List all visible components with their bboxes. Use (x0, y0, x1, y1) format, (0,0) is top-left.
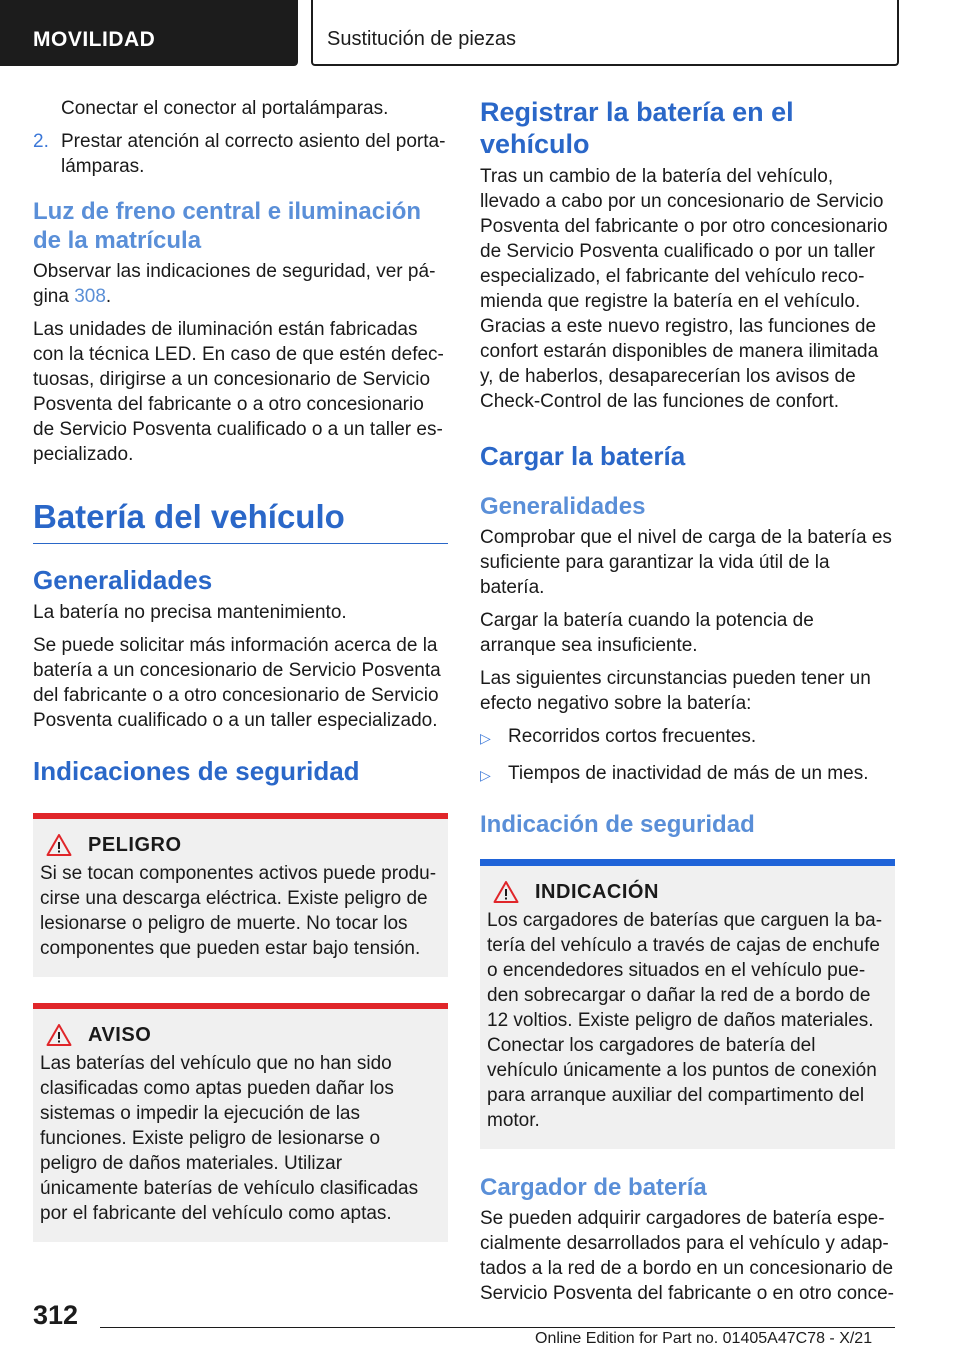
step-number: 2. (33, 131, 49, 152)
heading-luz-freno: Luz de freno central e iluminación de la matrícula (33, 198, 422, 254)
bullet-triangle-icon: ▷ (480, 767, 491, 783)
step-text: Prestar atención al correcto asiento del portalámparas. (61, 131, 446, 177)
footer-rule (100, 1327, 895, 1328)
right-column (480, 96, 895, 1314)
left-column (33, 96, 448, 1256)
paragraph-cargar-3: Las siguientes circunstancias pueden tener un efecto negativo sobre la batería: (480, 668, 871, 714)
edition-line: Online Edition for Part no. 01405A47C78 - X/21 (535, 1330, 873, 1347)
heading-cargador: Cargador de batería (480, 1174, 707, 1201)
heading-registrar: Registrar la batería en el vehículo (480, 97, 794, 159)
list-item: ▷ Recorridos cortos frecuentes. (480, 724, 895, 751)
section-tab (0, 0, 298, 66)
warning-triangle-icon (493, 880, 519, 904)
paragraph-registrar: Tras un cambio de la batería del vehículo, llevado a cabo por un concesionario de Servicio Posventa del fabricante o por otro concesionario de Servicio Posventa cualificado o por un taller especializado, el fabricante del vehículo recomienda que registre la batería en el vehículo. Gracias a este nuevo registro, las funciones de confort estarán disponibles de manera ilimitada y, de haberlos, desaparecerían los avisos de Check-Control de las funciones de confort. (480, 166, 888, 412)
page-number: 312 (33, 1300, 79, 1330)
note-box (480, 859, 895, 1149)
heading-generalidades-right: Generalidades (480, 493, 646, 520)
warning-triangle-icon (46, 833, 72, 857)
section-title: MOVILIDAD (33, 28, 156, 51)
paragraph-cargador: Se pueden adquirir cargadores de batería especialmente desarrollados para el vehículo y adaptados a la red de a bordo en un concesionario de Servicio Posventa del fabricante o en otro conce- (480, 1208, 895, 1304)
paragraph-luz-ref: Observar las indicaciones de seguridad, ver página 308. (33, 261, 436, 307)
chapter-title: Sustitución de piezas (327, 28, 517, 50)
paragraph-cargar-2: Cargar la batería cuando la potencia de arranque sea insuficiente. (480, 610, 814, 656)
aviso-title: AVISO (88, 1023, 152, 1046)
paragraph-cargar-1: Comprobar que el nivel de carga de la batería es suficiente para garantizar la vida útil de la batería. (480, 527, 892, 598)
paragraph-luz-led: Las unidades de iluminación están fabricadas con la técnica LED. En caso de que estén defectuosas, dirigirse a un concesionario de Servicio Posventa del fabricante o a otro concesionario de Servicio Posventa cualificado o a un taller especializado. (33, 319, 444, 465)
page-header (0, 0, 960, 66)
step-1-continuation: Conectar el conector al portalámparas. (61, 98, 389, 119)
section-title-rule (33, 497, 448, 544)
chapter-tab (311, 0, 899, 66)
warning-triangle-icon (46, 1023, 72, 1047)
note-title: INDICACIÓN (535, 880, 659, 903)
heading-indicacion: Indicación de seguridad (480, 811, 755, 838)
page-link[interactable]: 308 (74, 286, 106, 307)
danger-title: PELIGRO (88, 833, 182, 856)
bullet-triangle-icon: ▷ (480, 730, 491, 746)
step-2 (33, 129, 448, 179)
heading-generalidades: Generalidades (33, 565, 213, 595)
paragraph-gen-1: La batería no precisa mantenimiento. (33, 602, 347, 623)
aviso-box (33, 1003, 448, 1242)
danger-box (33, 813, 448, 977)
list-item: ▷ Tiempos de inactividad de más de un mes. (480, 761, 895, 788)
heading-indicaciones: Indicaciones de seguridad (33, 756, 360, 786)
paragraph-gen-2: Se puede solicitar más información acerca de la batería a un concesionario de Servicio Posventa del fabricante o a otro concesionario de Servicio Posventa cualificado o a un taller especializado. (33, 635, 441, 731)
note-text: Los cargadores de baterías que carguen la batería del vehículo a través de cajas de enchufe o encendedores situados en el vehículo pueden sobrecargar o dañar la red de a bordo de 12 voltios. Existe peligro de daños materiales. Conectar los cargadores de batería del vehículo únicamente a los puntos de conexión para arranque auxiliar del compartimento del motor. (487, 910, 883, 1131)
heading-cargar: Cargar la batería (480, 441, 686, 471)
heading-bateria: Batería del vehículo (33, 498, 345, 535)
aviso-text: Las baterías del vehículo que no han sido clasificadas como aptas pueden dañar los sistemas o impedir la ejecución de las funciones. Existe peligro de lesionarse o peligro de daños materiales. Utilizar únicamente baterías de vehículo clasificadas por el fabricante del vehículo como aptas. (40, 1053, 419, 1224)
danger-text: Si se tocan componentes activos puede producirse una descarga eléctrica. Existe peligro de lesionarse o peligro de muerte. No tocar los componentes que pueden estar bajo tensión. (40, 863, 437, 959)
